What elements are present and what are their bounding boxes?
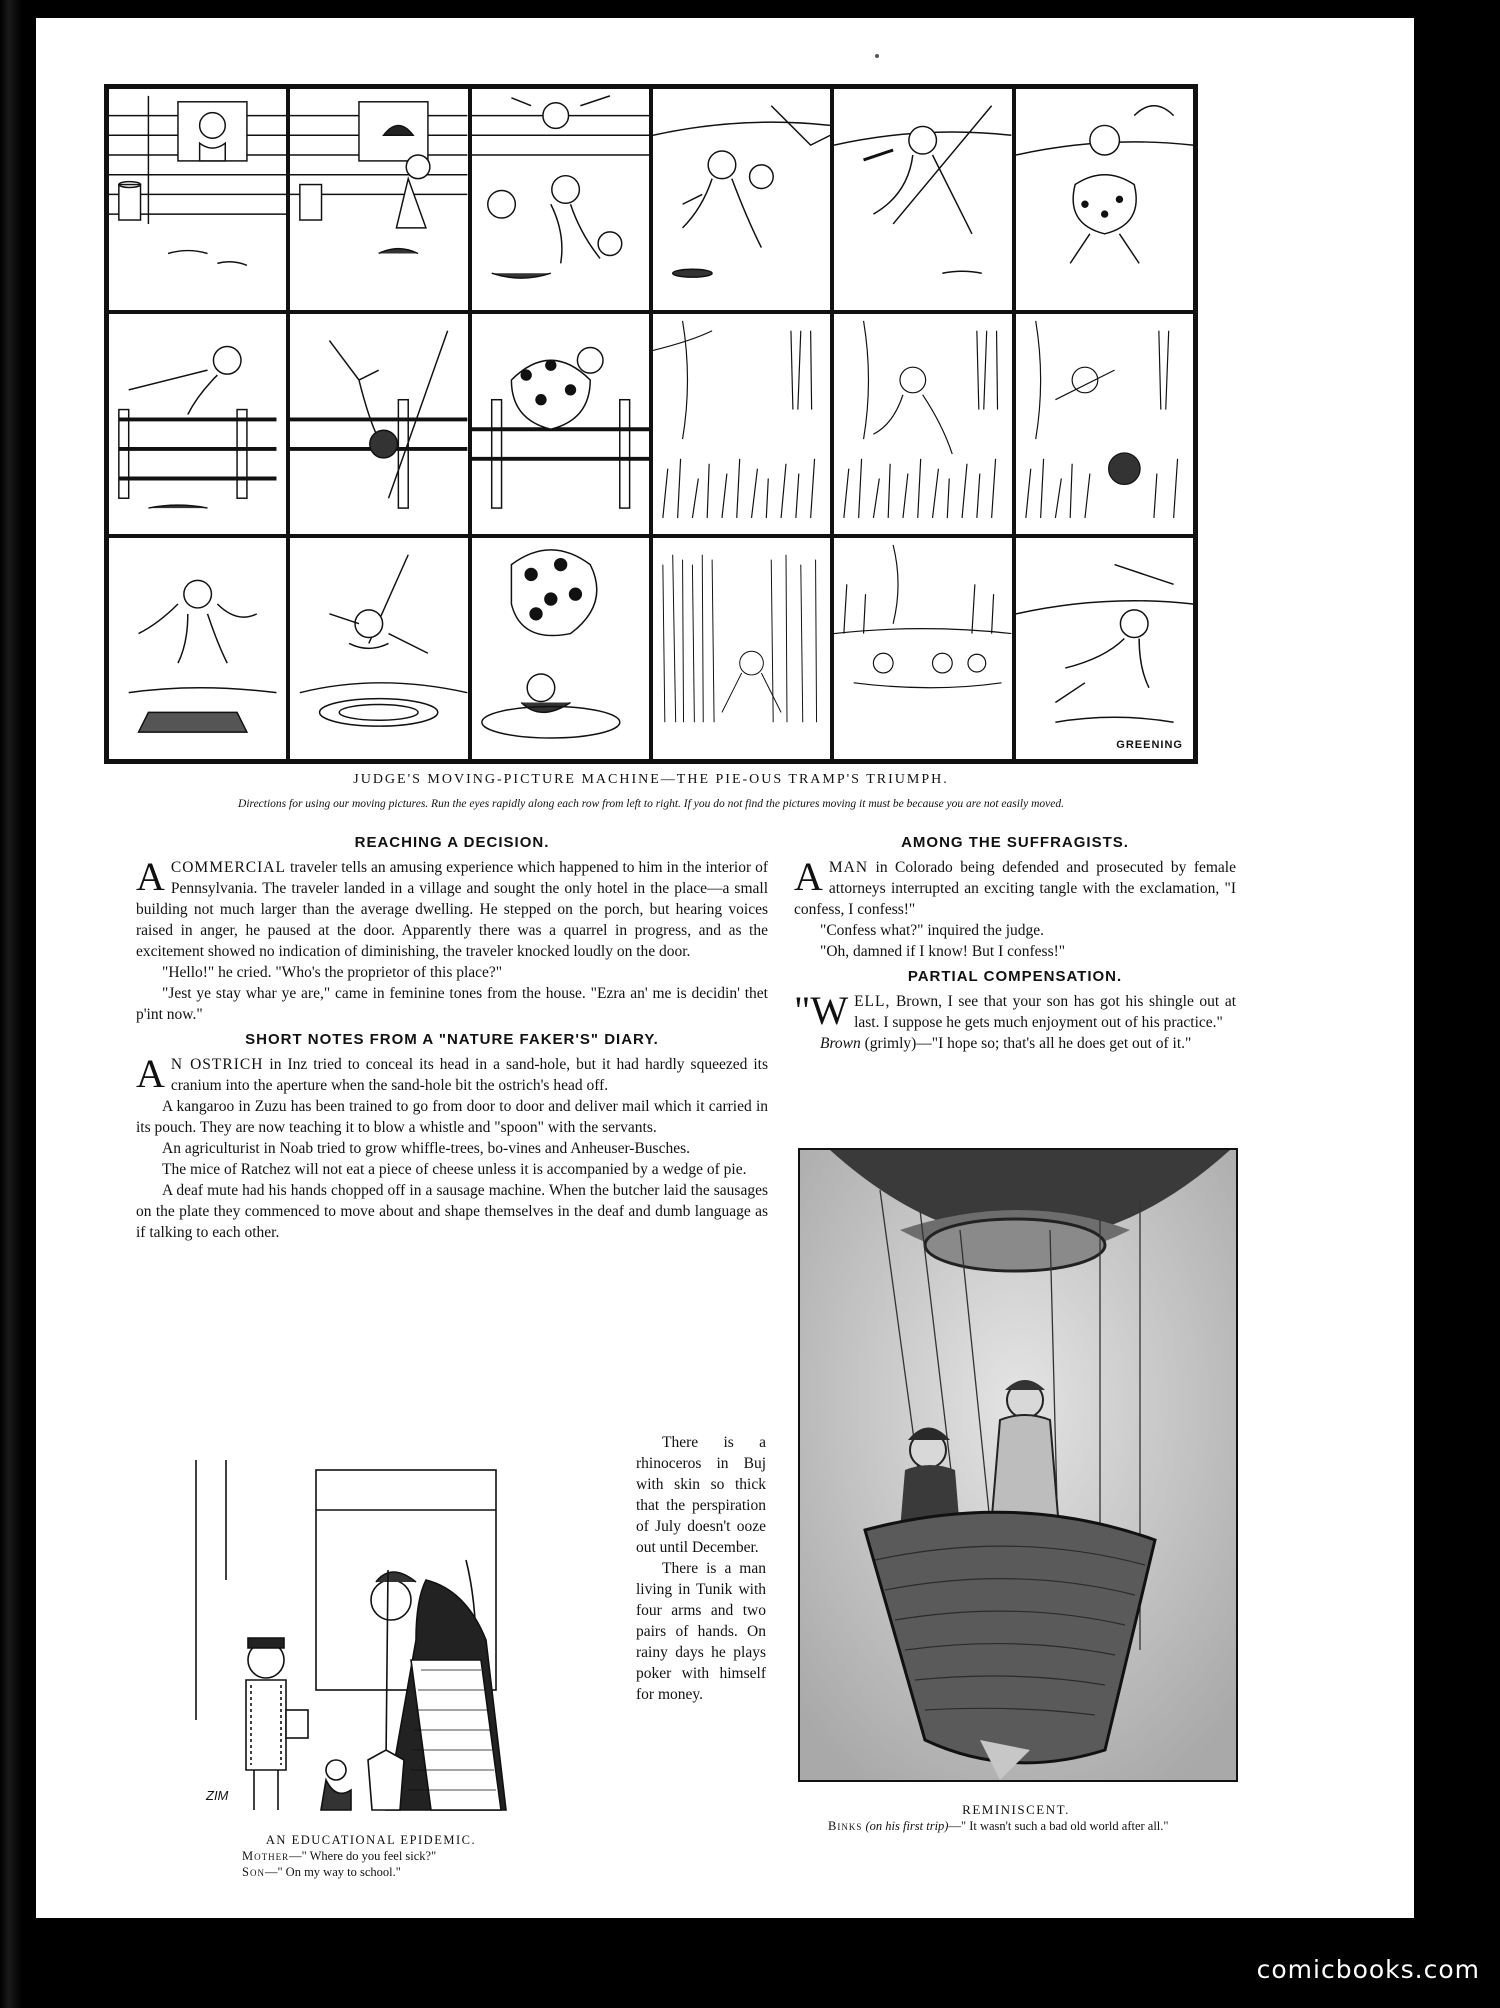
reaching-paragraph-3: "Jest ye stay whar ye are," came in feminine tones from the house. "Ezra an' me is decidin' thet p'int now.": [136, 985, 768, 1023]
reminiscent-aside: (on his first trip): [865, 1819, 949, 1833]
panel-art-tramp-eating-pie: [1016, 538, 1193, 759]
nature-lead-word: N OSTRICH: [170, 1056, 264, 1073]
panel-art-woman-climbing-fence: [472, 314, 649, 535]
panel-art-house-window: [109, 89, 286, 310]
nature-paragraph-7: There is a man living in Tunik with four arms and two pairs of hands. On rainy days he plays poker with himself for money.: [636, 1560, 766, 1703]
reaching-lead-word: COMMERCIAL: [170, 859, 286, 876]
reminiscent-caption: [798, 1802, 1234, 1834]
educational-title: AN EDUCATIONAL EPIDEMIC.: [265, 1833, 477, 1847]
partial-lead-word: ELL,: [854, 993, 891, 1010]
educational-dialogue-2: [136, 1864, 606, 1880]
panel-art-woman-in-water: [472, 538, 649, 759]
comic-panel-11: [832, 312, 1013, 537]
nature-text-1: in Inz tried to conceal its head in a sand-hole, but it had hardly squeezed its cranium into the aperture when the sand-hole bit the ostrich's head off.: [170, 1056, 769, 1094]
panel-art-tramp-running: [653, 89, 830, 310]
educational-line-1: —" Where do you feel sick?": [289, 1849, 437, 1863]
comic-signature: GREENING: [1116, 739, 1183, 751]
panel-art-farmer-fall: [290, 314, 467, 535]
panel-art-brush-field: [653, 314, 830, 535]
panel-art-falling-tramp: [109, 538, 286, 759]
nature-heading: SHORT NOTES FROM A "NATURE FAKER'S" DIARY.: [245, 1031, 659, 1048]
panel-art-fence-jump: [109, 314, 286, 535]
moving-picture-comic: [104, 84, 1198, 764]
comic-panel-3: [470, 87, 651, 312]
suffragists-paragraph-1: [794, 854, 1236, 920]
educational-cartoon: [136, 1460, 616, 1840]
comic-panel-15: [470, 536, 651, 761]
educational-dialogue-1: [136, 1848, 606, 1864]
reminiscent-dialogue: [798, 1818, 1234, 1834]
comic-panel-6: [1014, 87, 1195, 312]
partial-paragraph-2: [794, 1033, 1236, 1054]
reminiscent-illustration: [798, 1148, 1238, 1782]
page-speck: [875, 54, 879, 58]
comic-panel-1: [107, 87, 288, 312]
comic-panel-7: [107, 312, 288, 537]
right-column: [794, 828, 1236, 1054]
educational-line-2: —" On my way to school.": [264, 1865, 401, 1879]
comic-directions: Directions for using our moving pictures. Run the eyes rapidly along each row from left to right. If you do not find the pictures moving it must be because you are not easily moved.: [238, 798, 1064, 810]
nature-narrow-column: [636, 1432, 766, 1705]
suffragists-heading: AMONG THE SUFFRAGISTS.: [901, 834, 1129, 851]
comic-panel-14: [288, 536, 469, 761]
comic-panel-5: [832, 87, 1013, 312]
comic-panel-13: [107, 536, 288, 761]
reminiscent-speaker: Binks: [828, 1819, 863, 1833]
reaching-paragraph-1: [136, 854, 768, 962]
comic-panel-18: [1014, 536, 1195, 761]
educational-speaker-1: Mother: [242, 1849, 290, 1863]
nature-paragraph-6: There is a rhinoceros in Buj with skin so thick that the perspiration of July doesn't ooze out until December.: [636, 1434, 766, 1556]
panel-art-tramp-at-window: [290, 89, 467, 310]
reminiscent-line: —" It wasn't such a bad old world after all.": [948, 1819, 1169, 1833]
panel-art-tramp-emerges: [653, 538, 830, 759]
left-column: [136, 828, 768, 1243]
partial-drop-cap: "W: [794, 988, 849, 1033]
book-spine: [0, 0, 22, 2008]
nature-paragraph-4: The mice of Ratchez will not eat a piece of cheese unless it is accompanied by a wedge of pie.: [162, 1161, 747, 1178]
panel-art-tumble-in-brush: [1016, 314, 1193, 535]
nature-paragraph-1: [136, 1051, 769, 1096]
panel-art-chase-pitchfork: [834, 89, 1011, 310]
panel-art-tramp-in-brush: [834, 314, 1011, 535]
reaching-drop-cap: A: [136, 854, 165, 899]
nature-paragraph-3: An agriculturist in Noab tried to grow whiffle-trees, bo-vines and Anheuser-Busches.: [162, 1140, 690, 1157]
suffragists-text-1: in Colorado being defended and prosecuted by female attorneys interrupted an exciting tangle with the exclamation, "I confess, I confess!": [794, 859, 1236, 918]
comic-title: JUDGE'S MOVING-PICTURE MACHINE—THE PIE-OUS TRAMP'S TRIUMPH.: [353, 772, 949, 787]
educational-speaker-2: Son: [242, 1865, 265, 1879]
educational-caption: [136, 1832, 606, 1880]
comic-panel-10: [651, 312, 832, 537]
comic-panel-2: [288, 87, 469, 312]
suffragists-drop-cap: A: [794, 854, 823, 899]
site-watermark: comicbooks.com: [1256, 1955, 1480, 1984]
nature-paragraph-5: A deaf mute had his hands chopped off in a sausage machine. When the butcher laid the sausages on the plate they commenced to move about and shape themselves in the deaf and dumb language as if talking to each other.: [136, 1182, 768, 1241]
partial-paragraph-1: [794, 988, 1236, 1033]
comic-panel-16: [651, 536, 832, 761]
comic-panel-12: [1014, 312, 1195, 537]
comic-panel-17: [832, 536, 1013, 761]
reaching-text-1: traveler tells an amusing experience which happened to him in the interior of Pennsylvania. The traveler landed in a village and sought the only hotel in the place—a small building not much larger than the average dwelling. He stepped on the porch, but hearing voices raised in anger, he paused at the door. Apparently there was a quarrel in progress, and as the excitement showed no indication of diminishing, the traveler knocked loudly on the door.: [136, 859, 768, 960]
partial-speaker: Brown: [820, 1035, 861, 1052]
comic-panel-9: [470, 312, 651, 537]
panel-art-faces-in-ditch: [834, 538, 1011, 759]
suffragists-paragraph-2: "Confess what?" inquired the judge.: [820, 922, 1045, 939]
partial-heading: PARTIAL COMPENSATION.: [907, 968, 1123, 985]
panel-art-farmer-splash: [290, 538, 467, 759]
comic-panel-8: [288, 312, 469, 537]
reminiscent-title: REMINISCENT.: [962, 1802, 1070, 1817]
comic-panel-4: [651, 87, 832, 312]
suffragists-paragraph-3: "Oh, damned if I know! But I confess!": [820, 943, 1066, 960]
partial-text-1: Brown, I see that your son has got his shingle out at last. I suppose he gets much enjoyment out of his practice.": [854, 993, 1236, 1031]
suffragists-lead-word: MAN: [828, 859, 869, 876]
cartoon-signature: ZIM: [206, 1788, 229, 1803]
nature-drop-cap: A: [136, 1051, 165, 1096]
panel-art-woman-running: [1016, 89, 1193, 310]
partial-text-2: (grimly)—"I hope so; that's all he does get out of it.": [860, 1035, 1192, 1052]
panel-art-pie-grab: [472, 89, 649, 310]
cartoon-art-mother-son: [136, 1460, 616, 1840]
reaching-heading: REACHING A DECISION.: [354, 834, 550, 851]
balloon-basket-art: [800, 1150, 1236, 1780]
reaching-paragraph-2: "Hello!" he cried. "Who's the proprietor of this place?": [162, 964, 503, 981]
nature-paragraph-2: A kangaroo in Zuzu has been trained to go from door to door and deliver mail which it carried in its pouch. They are now teaching it to blow a whistle and "spoon" with the servants.: [136, 1098, 768, 1136]
